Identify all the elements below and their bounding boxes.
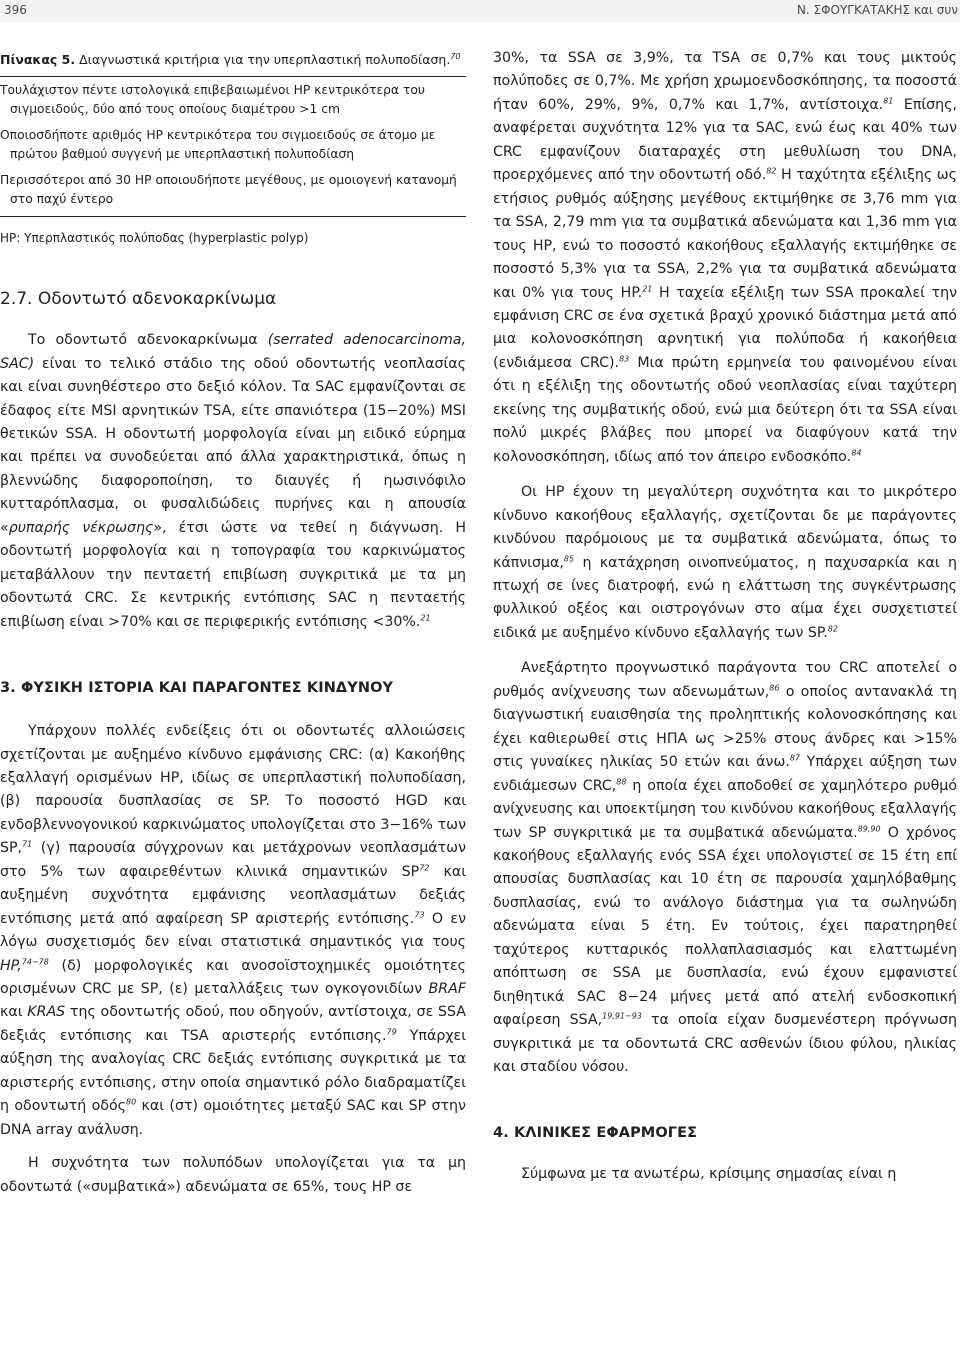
running-header <box>0 0 960 22</box>
table-5 <box>0 47 466 247</box>
section-3-paragraph-2-cont: 30%, τα SSA σε 3,9%, τα TSA σε 0,7% και τους μικτούς πολύποδες σε 0,7%. Με χρήση χρωμοενδοσκόπησης, τα ποσοστά ήταν 60%, 29%, 9%, 0,7% και 1,7%, αντίστοιχα.$^{81}$ Επίσης, αναφέρεται συχνότητα 12% για τα SAC, ενώ έως και 40% των CRC εμφανίζουν διαταραχές στη μεθυλίωση του DNA, προερχόμενες από την οδοντωτή οδό.$^{82}$ Η ταχύτητα εξέλιξης ως ετήσιος ρυθμός αύξησης μεγέθους εκτιμήθηκε σε 3,76 mm για τα SSA, 2,79 mm για τα συμβατικά αδενώματα και 1,36 mm για τους HP, ενώ το ποσοστό κακοήθους εξαλλαγής εκτιμήθηκε σε ποσοστό 5,3% για τα SSA, 2,2% για τα συμβατικά αδενώματα και 0% για τους HP.$^{21}$ Η ταχεία εξέλιξη των SSA προκαλεί την εμφάνιση CRC σε ένα σχετικά βραχύ χρονικό διάστημα μετά από μια κολονοσκόπηση αρνητική για πολύποδα ή κακοήθεια (ενδιάμεσα CRC).$^{83}$ Μια πρώτη ερμηνεία του φαινομένου είναι ότι η εξέλιξη της οδοντωτής οδού νεοπλασίας είναι ταχύτερη εκείνης της συμβατικής οδού, ενώ μια δεύτερη ότι τα SSA είναι πολύ μικρές βλάβες που μπορεί να διαφύγουν κατά την κολονοσκόπηση, ιδίως από τον άπειρο ενδοσκόπο.$^{84}$ <box>493 50 958 465</box>
section-2-7-heading: 2.7. Οδοντωτό αδενοκαρκίνωμα <box>0 289 277 310</box>
criterion-3: Περισσότεροι από 30 HP οποιουδήποτε μεγέθους, με ομοιογενή κατανομή στο παχύ έντερο <box>0 173 457 206</box>
table-bottom-rule <box>0 216 466 217</box>
section-3-paragraph-4: Ανεξάρτητο προγνωστικό παράγοντα του CRC αποτελεί ο ρυθμός ανίχνευσης των αδενωμάτων,$^{86}$ ο οποίος αντανακλά τη διαγνωστική ευαισθησία της προληπτικής κολονοσκόπησης και έχει καθιερωθεί στις ΗΠΑ ως >25% στους άνδρες και >15% στις γυναίκες ηλικίας 50 ετών και άνω.$^{87}$ Υπάρχει αύξηση των ενδιάμεσων CRC,$^{88}$ η οποία έχει αποδοθεί σε χαμηλότερο ρυθμό ανίχνευσης και υποεκτίμηση του κινδύνου κακοήθους εξαλλαγής των SP συγκριτικά με τα συμβατικά αδενώματα.$^{89,90}$ Ο χρόνος κακοήθους εξαλλαγής ενός SSA έχει υπολογιστεί σε 15 έτη επί απουσίας δυσπλασίας και 10 έτη σε παρουσία χαμηλόβαθμης δυσπλασίας, ενώ το ανάλογο διάστημα για τα σωληνώδη αδενώματα είναι 5 έτη. Εν τούτοις, έχει παρατηρηθεί ταχύτερος κυτταρικός πολλαπλασιασμός και ελαττωμένη απόπτωση σε SSA με δυσπλασία, ενώ έχουν εμφανιστεί διηθητικά SAC 8−24 μήνες μετά από ατελή ενδοσκοπική αφαίρεση SSA,$^{19,91-93}$ τα οποία είχαν δυσμενέστερη πρόγνωση συγκριτικά με τα οδοντωτά CRC ασθενών ίδιου φύλου, ηλικίας και σταδίου νόσου. <box>493 660 958 1076</box>
table-caption-text: Διαγνωστικά κριτήρια για την υπερπλαστική πολυποδίαση. <box>79 52 451 68</box>
table-note-text: HP: Υπερπλαστικός πολύποδας (hyperplastic polyp) <box>0 231 309 246</box>
left-column <box>0 47 466 1199</box>
running-author: Ν. ΣΦΟΥΓΚΑΤΑΚΗΣ και συν <box>796 3 958 17</box>
section-3-heading: 3. ΦΥΣΙΚΗ ΙΣΤΟΡΙΑ ΚΑΙ ΠΑΡΑΓΟΝΤΕΣ ΚΙΝΔΥΝΟΥ <box>0 680 394 697</box>
section-2-7-paragraph: Το οδοντωτό αδενοκαρκίνωμα (serrated adenocarcinoma, SAC) είναι το τελικό στάδιο της οδού οδοντωτής νεοπλασίας και είναι συνηθέστερο στο δεξιό κόλον. Τα SAC εμφανίζονται σε έδαφος είτε MSI αρνητικών TSA, είτε σπανιότερα (15−20%) MSI θετικών SSA. Η οδοντωτή μορφολογία είναι μη ειδικό εύρημα και πρέπει να συνοδεύεται από άλλα χαρακτηριστικά, όπως η βλεννώδης διαφοροποίηση, το διαυγές ή ηωσινόφιλο κυτταρόπλασμα, οι φυσαλιδώδεις πυρήνες και η απουσία «ρυπαρής νέκρωσης», έτσι ώστε να τεθεί η διάγνωση. Η οδοντωτή μορφολογία και η τοπογραφία του καρκινώματος μεταβάλλουν την πενταετή επιβίωση συγκριτικά με τα μη οδοντωτά CRC. Σε κεντρικής εντόπισης SAC η πενταετής επιβίωση είναι >70% και σε περιφερικής εντόπισης <30%.$^{21}$ <box>0 332 466 630</box>
section-3-paragraph-2: Η συχνότητα των πολυπόδων υπολογίζεται για τα μη οδοντωτά («συμβατικά») αδενώματα σε 65%, τους HP σε <box>0 1155 466 1195</box>
table-note <box>0 229 466 247</box>
section-4-paragraph-1: Σύμφωνα με τα ανωτέρω, κρίσιμης σημασίας είναι η <box>521 1166 897 1183</box>
table-caption-ref: 70 <box>450 52 461 61</box>
table-caption-prefix: Πίνακας 5. <box>0 52 76 68</box>
page-number: 396 <box>4 3 27 17</box>
criterion-2: Οποιοσδήποτε αριθμός HP κεντρικότερα του σιγμοειδούς σε άτομο με πρώτου βαθμού συγγενή με υπερπλαστική πολυποδίαση <box>0 128 436 161</box>
table-caption <box>0 47 466 70</box>
section-3-paragraph-1: Υπάρχουν πολλές ενδείξεις ότι οι οδοντωτές αλλοιώσεις σχετίζονται με αυξημένο κίνδυνο εμφάνισης CRC: (α) Κακοήθης εξαλλαγή ορισμένων HP, ιδίως σε υπερπλαστική πολυποδίαση, (β) παρουσία δυσπλασίας σε SP. Το ποσοστό HGD και ενδοβλεννογονικού καρκινώματος υπολογίζεται στο 3−16% των SP,$^{71}$ (γ) παρουσία σύγχρονων και μετάχρονων νεοπλασμάτων στο 5% των αφαιρεθέντων κλινικά σημαντικών SP$^{72}$ και αυξημένη συχνότητα εμφάνισης νεοπλασμάτων δεξιάς εντόπισης μετά από αφαίρεση SP αριστερής εντόπισης.$^{73}$ Ο εν λόγω συσχετισμός δεν είναι στατιστικά σημαντικός για τους HP,$^{74-78}$ (δ) μορφολογικές και ανοσοϊστοχημικές ομοιότητες ορισμένων CRC με SP, (ε) μεταλλάξεις των ογκογονιδίων BRAF και KRAS της οδοντωτής οδού, που οδηγούν, αντίστοιχα, σε SSA δεξιάς εντόπισης και TSA αριστερής εντόπισης.$^{79}$ Υπάρχει αύξηση της αναλογίας CRC δεξιάς εντόπισης συγκριτικά με τα αριστερής εντόπισης, στην οποία σημαντικό ρόλο διαδραματίζει η οδοντωτή οδός$^{80}$ και (στ) ομοιότητες μεταξύ SAC και SP στην DNA array ανάλυση. <box>0 723 467 1138</box>
section-3-paragraph-3: Οι HP έχουν τη μεγαλύτερη συχνότητα και το μικρότερο κίνδυνο κακοήθους εξαλλαγής, σχετίζονται δε με παράγοντες κινδύνου παρόμοιους με τα συμβατικά αδενώματα, όπως το κάπνισμα,$^{85}$ η κατάχρηση οινοπνεύματος, η παχυσαρκία και η πτωχή σε ίνες διατροφή, ενώ η ελάττωση της συγκέντρωσης φυλλικού οξέος και οιστρογόνων στο αίμα έχει συσχετιστεί ειδικά με αυξημένο κίνδυνο εξαλλαγής των SP.$^{82}$ <box>493 484 957 641</box>
right-column <box>493 47 957 1187</box>
criterion-1: Τουλάχιστον πέντε ιστολογικά επιβεβαιωμένοι HP κεντρικότερα του σιγμοειδούς, δύο από τους οποίους διαμέτρου >1 cm <box>0 83 425 116</box>
section-4-heading: 4. ΚΛΙΝΙΚΕΣ ΕΦΑΡΜΟΓΕΣ <box>493 1125 698 1142</box>
